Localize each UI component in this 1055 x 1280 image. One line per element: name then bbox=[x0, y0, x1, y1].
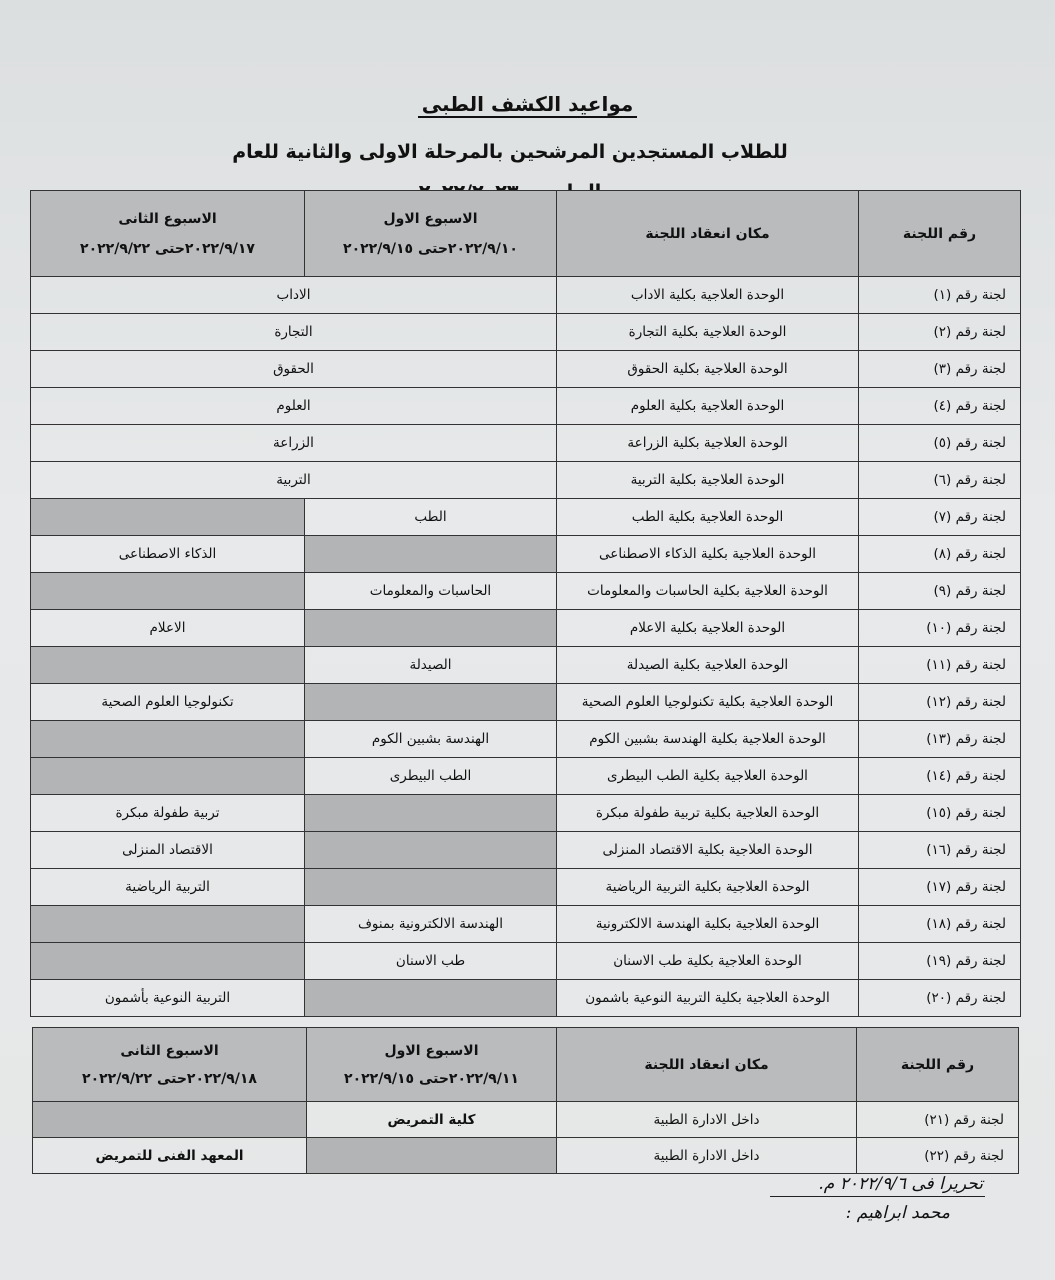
committee-place-cell: الوحدة العلاجية بكلية الحقوق bbox=[557, 351, 859, 388]
week2-dates: ٢٠٢٢/٩/١٧حتى ٢٠٢٢/٩/٢٢ bbox=[80, 240, 255, 257]
week1-faculty-cell bbox=[305, 536, 557, 573]
table-row bbox=[31, 536, 1021, 573]
header-committee-no: رقم اللجنة bbox=[857, 1028, 1019, 1102]
schedule-table-2-body bbox=[33, 1102, 1019, 1174]
week2-faculty-cell bbox=[31, 906, 305, 943]
schedule-table-1 bbox=[30, 190, 1021, 1017]
table-row bbox=[31, 795, 1021, 832]
week1-faculty-cell: الطب البيطرى bbox=[305, 758, 557, 795]
committee-place-cell: الوحدة العلاجية بكلية الصيدلة bbox=[557, 647, 859, 684]
table-row bbox=[31, 314, 1021, 351]
header-place: مكان انعقاد اللجنة bbox=[557, 191, 859, 277]
table-row bbox=[33, 1102, 1019, 1138]
committee-number-cell: لجنة رقم (٢٢) bbox=[857, 1138, 1019, 1174]
table-row bbox=[31, 610, 1021, 647]
committee-number-cell: لجنة رقم (٨) bbox=[859, 536, 1021, 573]
week2-faculty-cell bbox=[31, 721, 305, 758]
committee-place-cell: الوحدة العلاجية بكلية الزراعة bbox=[557, 425, 859, 462]
committee-place-cell: الوحدة العلاجية بكلية الذكاء الاصطناعى bbox=[557, 536, 859, 573]
week1-faculty-cell: الهندسة بشبين الكوم bbox=[305, 721, 557, 758]
committee-place-cell: الوحدة العلاجية بكلية الحاسبات والمعلومات bbox=[557, 573, 859, 610]
week2-faculty-cell: تربية طفولة مبكرة bbox=[31, 795, 305, 832]
table-row bbox=[31, 277, 1021, 314]
committee-number-cell: لجنة رقم (١) bbox=[859, 277, 1021, 314]
signature-block bbox=[770, 1174, 985, 1223]
table-row bbox=[31, 425, 1021, 462]
week1-faculty-cell: الهندسة الالكترونية بمنوف bbox=[305, 906, 557, 943]
header-week1 bbox=[305, 191, 557, 277]
signature-name: محمد ابراهيم : bbox=[845, 1203, 950, 1223]
committee-number-cell: لجنة رقم (٤) bbox=[859, 388, 1021, 425]
committee-place-cell: الوحدة العلاجية بكلية الطب bbox=[557, 499, 859, 536]
week2-label: الاسبوع الثانى bbox=[118, 210, 217, 227]
committee-number-cell: لجنة رقم (٩) bbox=[859, 573, 1021, 610]
committee-place-cell: داخل الادارة الطبية bbox=[557, 1138, 857, 1174]
week2-faculty-cell: التربية النوعية بأشمون bbox=[31, 980, 305, 1017]
week2-dates: ٢٠٢٢/٩/١٨حتى ٢٠٢٢/٩/٢٢ bbox=[82, 1070, 257, 1087]
week2-faculty-cell bbox=[31, 573, 305, 610]
committee-number-cell: لجنة رقم (١٤) bbox=[859, 758, 1021, 795]
week1-faculty-cell bbox=[305, 795, 557, 832]
table-row bbox=[31, 869, 1021, 906]
week1-faculty-cell: طب الاسنان bbox=[305, 943, 557, 980]
week1-faculty-cell bbox=[305, 684, 557, 721]
document-subtitle: للطلاب المستجدين المرشحين بالمرحلة الاولى والثانية للعام bbox=[0, 132, 1020, 214]
table-row bbox=[31, 351, 1021, 388]
week1-dates: ٢٠٢٢/٩/١١حتى ٢٠٢٢/٩/١٥ bbox=[344, 1070, 519, 1087]
committee-place-cell: الوحدة العلاجية بكلية الاعلام bbox=[557, 610, 859, 647]
table-row bbox=[31, 943, 1021, 980]
schedule-table-2 bbox=[32, 1027, 1019, 1174]
committee-number-cell: لجنة رقم (١٨) bbox=[859, 906, 1021, 943]
committee-number-cell: لجنة رقم (٥) bbox=[859, 425, 1021, 462]
week2-faculty-cell: تكنولوجيا العلوم الصحية bbox=[31, 684, 305, 721]
week1-faculty-cell bbox=[305, 832, 557, 869]
table-row bbox=[33, 1138, 1019, 1174]
committee-number-cell: لجنة رقم (١٢) bbox=[859, 684, 1021, 721]
table-row bbox=[31, 573, 1021, 610]
committee-number-cell: لجنة رقم (١٦) bbox=[859, 832, 1021, 869]
committee-place-cell: الوحدة العلاجية بكلية طب الاسنان bbox=[557, 943, 859, 980]
committee-number-cell: لجنة رقم (١٠) bbox=[859, 610, 1021, 647]
committee-number-cell: لجنة رقم (٣) bbox=[859, 351, 1021, 388]
committee-number-cell: لجنة رقم (٢١) bbox=[857, 1102, 1019, 1138]
committee-place-cell: الوحدة العلاجية بكلية العلوم bbox=[557, 388, 859, 425]
week2-faculty-cell: المعهد الفنى للتمريض bbox=[33, 1138, 307, 1174]
week2-faculty-cell bbox=[31, 647, 305, 684]
table-row bbox=[31, 721, 1021, 758]
week1-faculty-cell: الزراعة bbox=[31, 425, 557, 462]
header-week2 bbox=[33, 1028, 307, 1102]
week1-faculty-cell bbox=[305, 980, 557, 1017]
committee-number-cell: لجنة رقم (١٩) bbox=[859, 943, 1021, 980]
header-week2 bbox=[31, 191, 305, 277]
table-row bbox=[31, 980, 1021, 1017]
week2-faculty-cell: الاقتصاد المنزلى bbox=[31, 832, 305, 869]
week2-faculty-cell: التربية الرياضية bbox=[31, 869, 305, 906]
committee-place-cell: الوحدة العلاجية بكلية الطب البيطرى bbox=[557, 758, 859, 795]
header-week1 bbox=[307, 1028, 557, 1102]
table-row bbox=[31, 906, 1021, 943]
table-row bbox=[31, 462, 1021, 499]
document-title: مواعيد الكشف الطبى bbox=[0, 92, 1055, 116]
table-row bbox=[31, 388, 1021, 425]
committee-place-cell: الوحدة العلاجية بكلية الاقتصاد المنزلى bbox=[557, 832, 859, 869]
signature-date: تحريرا فى ٢٠٢٢/٩/٦ م. bbox=[770, 1174, 985, 1197]
week1-faculty-cell: الحاسبات والمعلومات bbox=[305, 573, 557, 610]
header-committee-no: رقم اللجنة bbox=[859, 191, 1021, 277]
week2-faculty-cell bbox=[33, 1102, 307, 1138]
week1-faculty-cell bbox=[305, 610, 557, 647]
schedule-table-1-body bbox=[31, 277, 1021, 1017]
week2-faculty-cell bbox=[31, 758, 305, 795]
committee-place-cell: الوحدة العلاجية بكلية تربية طفولة مبكرة bbox=[557, 795, 859, 832]
week1-faculty-cell: التربية bbox=[31, 462, 557, 499]
committee-number-cell: لجنة رقم (٦) bbox=[859, 462, 1021, 499]
week2-label: الاسبوع الثانى bbox=[120, 1042, 219, 1059]
week1-faculty-cell bbox=[305, 869, 557, 906]
table-row bbox=[31, 647, 1021, 684]
committee-place-cell: الوحدة العلاجية بكلية التربية bbox=[557, 462, 859, 499]
week1-faculty-cell: الطب bbox=[305, 499, 557, 536]
committee-place-cell: داخل الادارة الطبية bbox=[557, 1102, 857, 1138]
week1-faculty-cell: الصيدلة bbox=[305, 647, 557, 684]
committee-place-cell: الوحدة العلاجية بكلية التربية الرياضية bbox=[557, 869, 859, 906]
table-row bbox=[31, 499, 1021, 536]
committee-number-cell: لجنة رقم (١٧) bbox=[859, 869, 1021, 906]
week1-faculty-cell: العلوم bbox=[31, 388, 557, 425]
header-place: مكان انعقاد اللجنة bbox=[557, 1028, 857, 1102]
week1-faculty-cell: كلية التمريض bbox=[307, 1102, 557, 1138]
table-row bbox=[31, 832, 1021, 869]
week2-faculty-cell: الاعلام bbox=[31, 610, 305, 647]
committee-number-cell: لجنة رقم (١١) bbox=[859, 647, 1021, 684]
committee-place-cell: الوحدة العلاجية بكلية الهندسة الالكترونية bbox=[557, 906, 859, 943]
week2-faculty-cell: الذكاء الاصطناعى bbox=[31, 536, 305, 573]
committee-place-cell: الوحدة العلاجية بكلية تكنولوجيا العلوم الصحية bbox=[557, 684, 859, 721]
week2-faculty-cell bbox=[31, 943, 305, 980]
week2-faculty-cell bbox=[31, 499, 305, 536]
committee-place-cell: الوحدة العلاجية بكلية الاداب bbox=[557, 277, 859, 314]
committee-number-cell: لجنة رقم (٧) bbox=[859, 499, 1021, 536]
week1-faculty-cell: التجارة bbox=[31, 314, 557, 351]
committee-number-cell: لجنة رقم (١٥) bbox=[859, 795, 1021, 832]
week1-faculty-cell bbox=[307, 1138, 557, 1174]
committee-number-cell: لجنة رقم (١٣) bbox=[859, 721, 1021, 758]
week1-faculty-cell: الاداب bbox=[31, 277, 557, 314]
committee-place-cell: الوحدة العلاجية بكلية التربية النوعية باشمون bbox=[557, 980, 859, 1017]
committee-place-cell: الوحدة العلاجية بكلية الهندسة بشبين الكوم bbox=[557, 721, 859, 758]
week1-dates: ٢٠٢٢/٩/١٠حتى ٢٠٢٢/٩/١٥ bbox=[343, 240, 518, 257]
table-row bbox=[31, 758, 1021, 795]
week1-faculty-cell: الحقوق bbox=[31, 351, 557, 388]
committee-number-cell: لجنة رقم (٢٠) bbox=[859, 980, 1021, 1017]
committee-number-cell: لجنة رقم (٢) bbox=[859, 314, 1021, 351]
table-row bbox=[31, 684, 1021, 721]
week1-label: الاسبوع الاول bbox=[384, 1042, 479, 1059]
week1-label: الاسبوع الاول bbox=[383, 210, 478, 227]
committee-place-cell: الوحدة العلاجية بكلية التجارة bbox=[557, 314, 859, 351]
